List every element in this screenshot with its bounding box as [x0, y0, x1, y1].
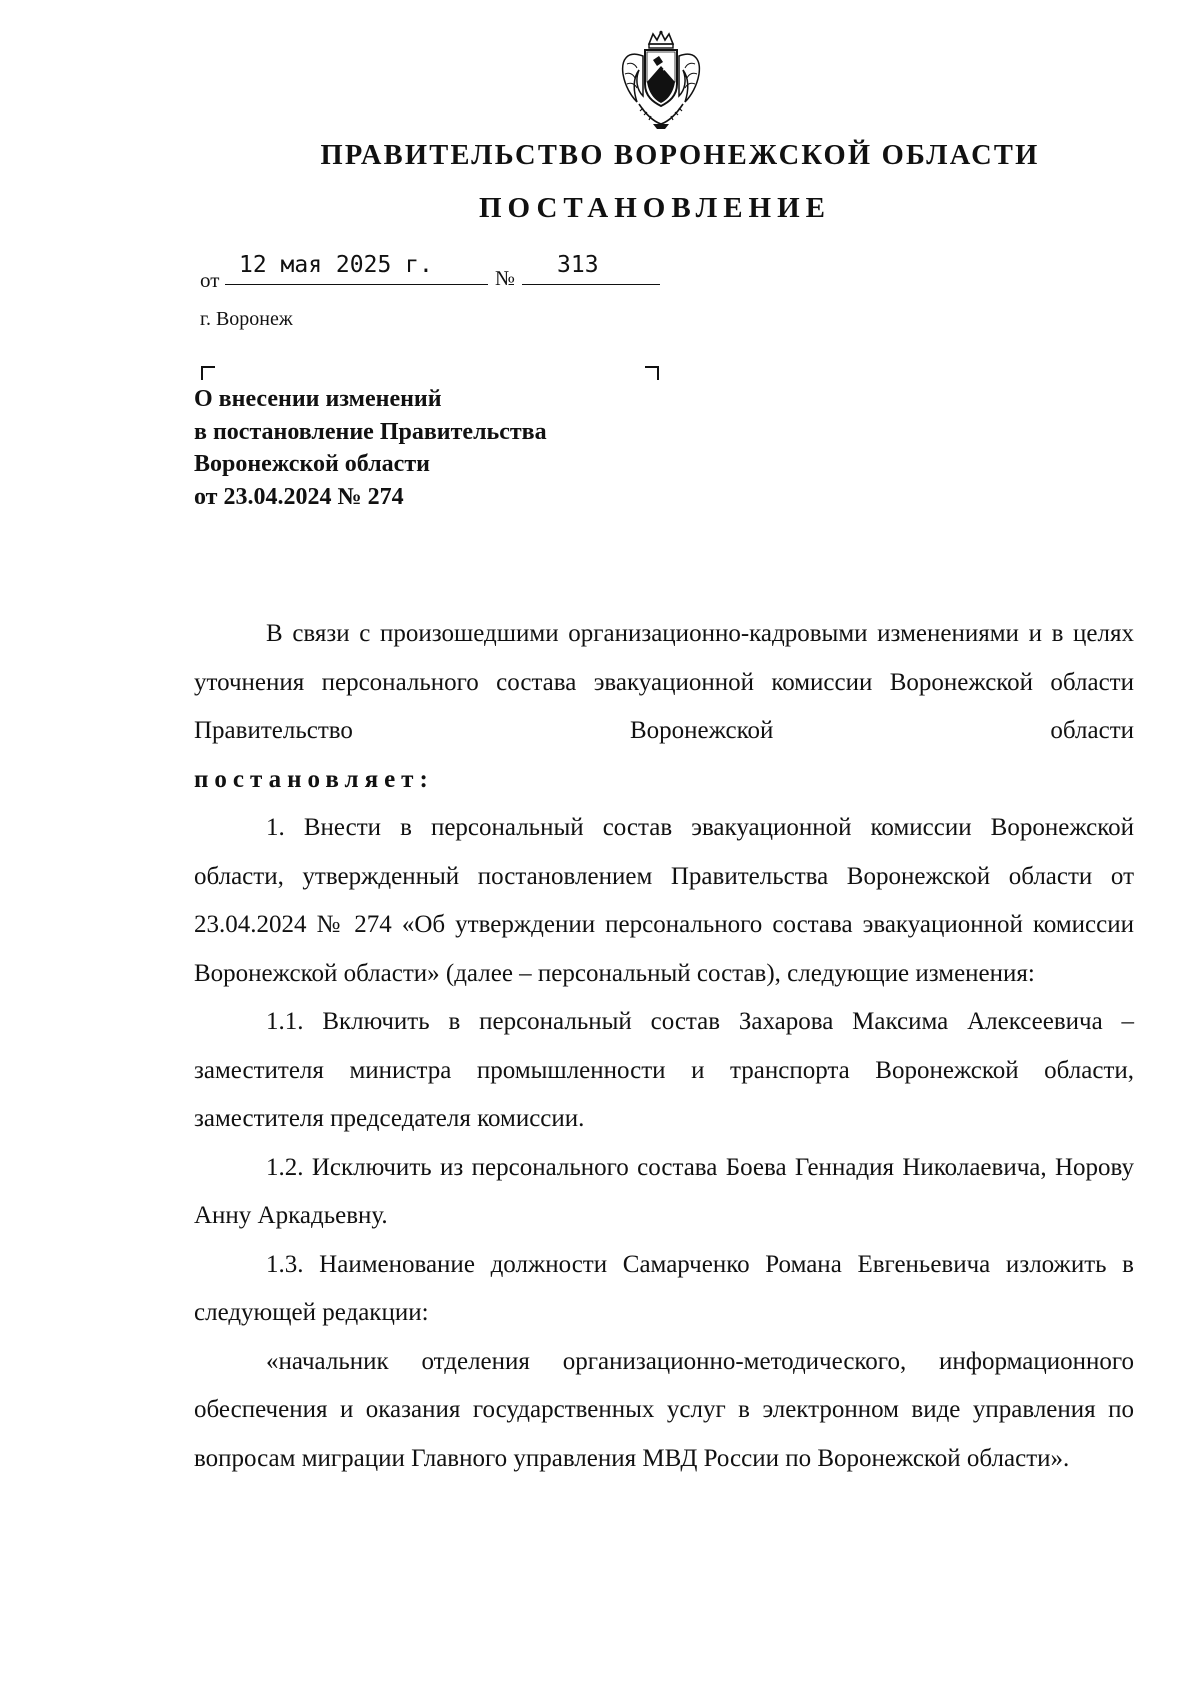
document-subject	[194, 383, 547, 513]
document-number: 313	[557, 252, 599, 278]
organization-title: ПРАВИТЕЛЬСТВО ВОРОНЕЖСКОЙ ОБЛАСТИ	[320, 140, 1040, 171]
paragraph-1-3-quote: «начальник отделения организационно-методического, информационного обеспечения и оказания государственных услуг в электронном виде управления по вопросам миграции Главного управления МВД России по Воронежской области».	[194, 1347, 1134, 1472]
document-number-field	[522, 252, 660, 285]
paragraph-1-1: 1.1. Включить в персональный состав Захарова Максима Алексеевича – заместителя министра промышленности и транспорта Воронежской области, заместителя председателя комиссии.	[194, 1008, 1134, 1132]
number-sign-label: №	[495, 266, 516, 290]
preamble-paragraph: В связи с произошедшими организационно-кадровыми изменениями и в целях уточнения персонального состава эвакуационной комиссии Воронежской области Правительство Воронежской области	[194, 620, 1134, 744]
dateline	[200, 252, 670, 292]
subject-line: Воронежской области	[194, 451, 430, 477]
subject-line: в постановление Правительства	[194, 418, 547, 445]
document-date: 12 мая 2025 г.	[239, 252, 433, 278]
coat-of-arms-icon	[613, 30, 709, 130]
paragraph-1: 1. Внести в персональный состав эвакуационной комиссии Воронежской области, утвержденный постановлением Правительства Воронежской области от 23.04.2024 № 274 «Об утверждении персонального состава эвакуационной комиссии Воронежской области» (далее – персональный состав), следующие изменения:	[194, 814, 1134, 987]
paragraph-1-3: 1.3. Наименование должности Самарченко Романа Евгеньевича изложить в следующей редакции:	[194, 1250, 1134, 1326]
document-date-field	[225, 252, 488, 285]
subject-bracket-right	[645, 366, 659, 380]
paragraph-1-2: 1.2. Исключить из персонального состава Боева Геннадия Николаевича, Норову Анну Аркадьевну.	[194, 1153, 1134, 1229]
subject-line: от 23.04.2024 № 274	[194, 483, 404, 510]
city-label: г. Воронеж	[200, 308, 293, 330]
subject-line: О внесении изменений	[194, 386, 442, 412]
document-kind-title: ПОСТАНОВЛЕНИЕ	[478, 192, 831, 224]
decree-word: постановляет:	[194, 765, 434, 793]
document-body	[194, 610, 1134, 1483]
date-from-label: от	[200, 268, 220, 292]
subject-bracket-left	[201, 366, 215, 380]
